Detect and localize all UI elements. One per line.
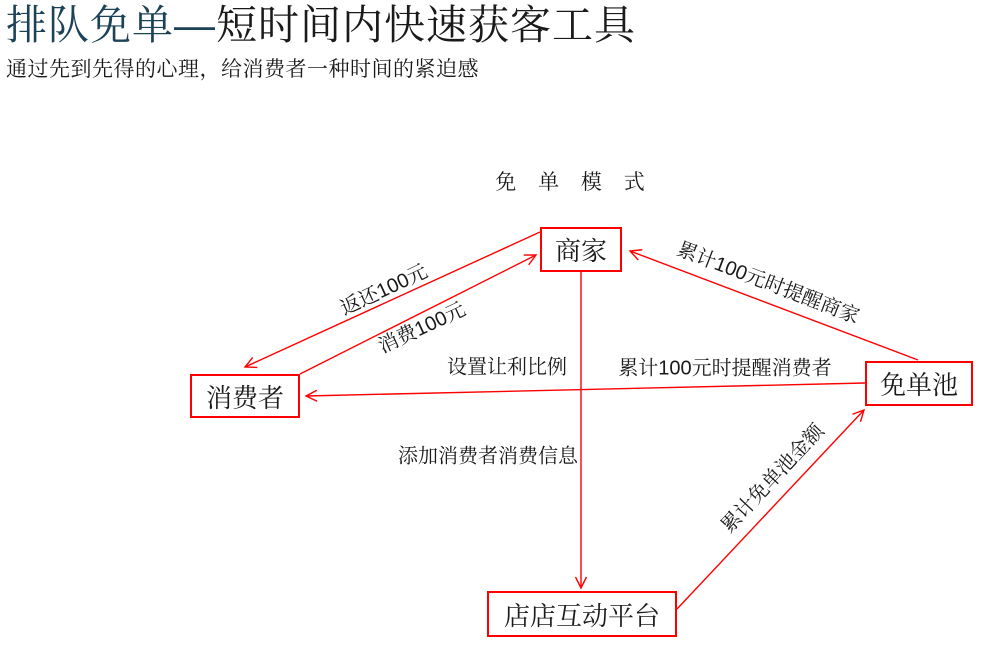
page-subtitle: 通过先到先得的心理，给消费者一种时间的紧迫感: [6, 58, 479, 82]
diagram-title: 免 单 模 式: [495, 171, 653, 194]
node-consumer: 消费者: [190, 374, 300, 418]
node-pool: 免单池: [865, 361, 973, 406]
edge-label-add-consumer-info: 添加消费者消费信息: [398, 445, 578, 468]
edge-label-accumulate-pool-amount: 累计免单池金额: [717, 420, 829, 538]
page-title-rest: 短时间内快速获客工具: [216, 2, 636, 48]
edge-label-remind-consumer: 累计100元时提醒消费者: [618, 357, 832, 380]
edge-label-set-ratio: 设置让利比例: [447, 356, 567, 379]
node-merchant: 商家: [540, 227, 622, 272]
edge-pool-to-consumer-line: [306, 383, 865, 396]
node-platform: 店店互动平台: [487, 591, 677, 637]
edge-label-consume-100: 消费100元: [375, 298, 470, 358]
page-title-highlight: 排队免单—: [6, 2, 216, 48]
edge-label-remind-merchant: 累计100元时提醒商家: [673, 238, 863, 329]
edge-platform-to-pool-line: [677, 410, 864, 609]
edge-label-return-100: 返还100元: [337, 260, 432, 320]
